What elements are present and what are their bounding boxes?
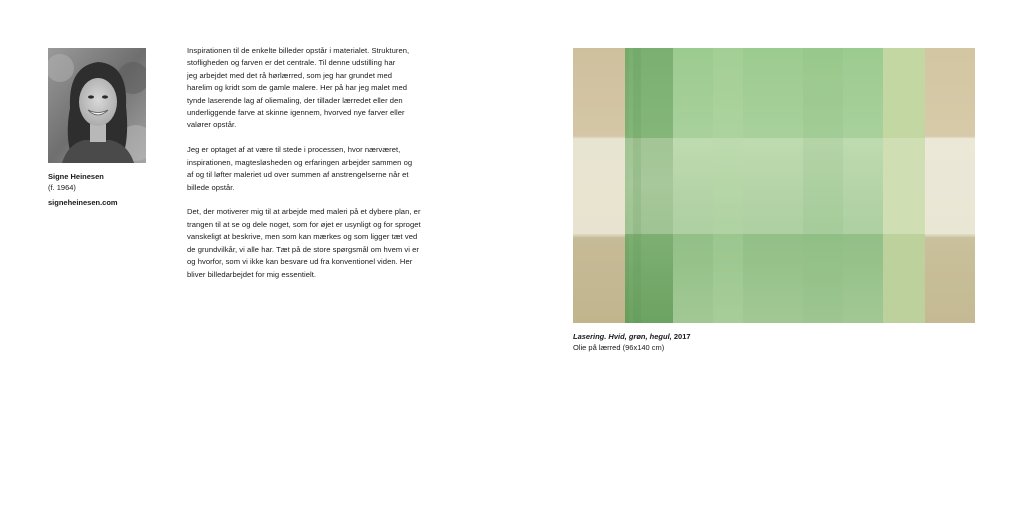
statement-paragraph-3: Det, der motiverer mig til at arbejde med maleri på et dybere plan, er trangen til at se og dele noget, som for øjet er usynligt og for sproget vanskeligt at beskrive, men som kan mærkes og som ligger tæt ved de grundvilkår, vi alle har. Tæt på de store spørgsmål om hvem vi er og hvorfor, som vi ikke kan besvare ud fra konventionel viden. Her bliver billedarbejdet for mig essentielt. (187, 207, 421, 279)
artwork-title-line (573, 331, 975, 342)
artist-info (48, 171, 168, 208)
artist-name: Signe Heinesen (48, 172, 104, 181)
artist-birth-year: (f. 1964) (48, 183, 76, 192)
artwork-year: 2017 (673, 332, 691, 341)
artwork-caption (573, 331, 975, 353)
artwork-image (573, 48, 975, 323)
statement-paragraph-2: Jeg er optaget af at være til stede i processen, hvor nærværet, inspirationen, magtesløsheden og erfaringen arbejder sammen og af og til løfter maleriet ud over summen af anstrengelserne når et billede opstår. (187, 145, 413, 192)
artist-statement (187, 45, 449, 293)
artwork-medium: Olie på lærred (96x140 cm) (573, 343, 665, 352)
portrait-photo-icon (48, 48, 146, 163)
artwork-title: Lasering. Hvid, grøn, hegul, (573, 332, 672, 341)
statement-paragraph-1: Inspirationen til de enkelte billeder opstår i materialet. Strukturen, stofligheden og farven er det centrale. Til denne udstilling har jeg arbejdet med det rå hørlærred, som jeg har grundet med harelim og kridt som de gamle malere. Her på har jeg malet med tynde laserende lag af oliemaling, der tillader lærredet eller den underliggende farve at skinne igennem, hvorved nye farver eller valører opstår. (187, 46, 410, 130)
artist-portrait (48, 48, 146, 163)
artist-website[interactable]: signeheinesen.com (48, 198, 118, 207)
painting-icon (573, 48, 975, 323)
